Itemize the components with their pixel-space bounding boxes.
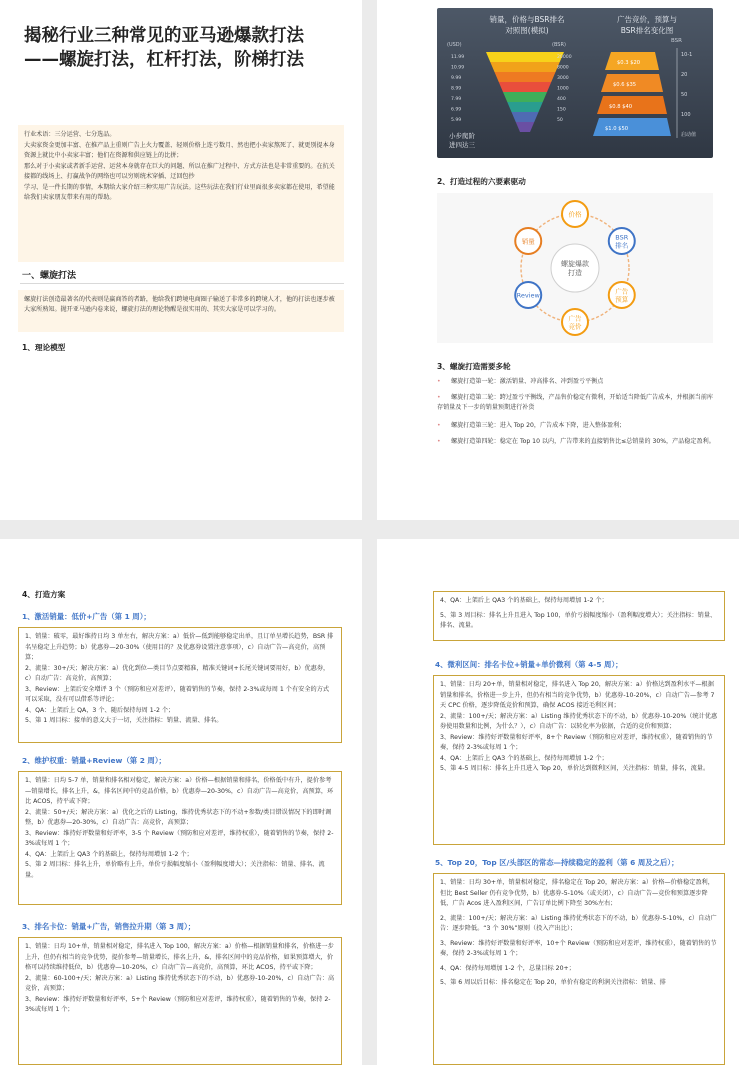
plan-line: 5、第 1 周目标：接单的意义大于一切，关注指标：销量、流量、排名。 — [25, 717, 223, 724]
intro-line: 行业术语：三分运营、七分选品。 — [24, 131, 116, 138]
bsr-right-tick: 10-1 — [681, 52, 693, 58]
cycle-node-label: 排名 — [615, 241, 629, 250]
cycle-diagram-panel — [437, 193, 713, 343]
bullet-icon: • — [437, 378, 441, 385]
cycle-node-label: 价格 — [568, 210, 582, 219]
cycle-node-label: 广告 — [615, 287, 629, 296]
bsr-unit: (BSR) — [552, 42, 566, 48]
plan-box — [433, 591, 725, 641]
block-heading: 1、激活销量：低价+广告（第 1 周）； — [22, 612, 151, 621]
right-chart-title: 广告竞价，预算与 BSR排名变化图 — [617, 15, 677, 35]
bottom-label: 小步爬阶 进四达三 — [449, 132, 475, 149]
plan-line: 1、销量：日均 30+单，销量相对稳定，排名稳定在 Top 20，解决方案：a）价格—价格稳定盈利，但比 Best Seller 仍有竞争优势，b）优惠券-5-10%（或关闭），c）自动广告—竞价和预算逐步降低，广告 Acos 进入盈利区间，广告订单比例下降至 30%左右； — [440, 879, 714, 907]
section-plan: 4、打造方案 — [22, 590, 66, 599]
block-heading: 2、维护权重：销量+Review（第 2 周）； — [22, 756, 166, 765]
cycle-node-label: BSR — [615, 233, 629, 242]
divider — [20, 283, 344, 284]
bsr-tick: 50 — [557, 118, 563, 123]
usd-tick: 6.99 — [451, 107, 462, 113]
bullet-icon: • — [437, 422, 441, 429]
bsr-right-tick: 启动值 — [681, 132, 697, 138]
block-heading: 5、Top 20，Top 区/头部区的常态—持续稳定的盈利（第 6 周及之后）； — [435, 858, 679, 867]
plan-line: 2、流量：60-100+/天；解决方案：a）Listing 维持优秀状态下的不动，b）优惠券-10-20%，c）自动广告：高竞价，高预算； — [25, 974, 335, 992]
plan-box — [18, 627, 342, 743]
plan-line: 3、Review：维持好评数量和好评率，5+个 Review（预防和应对差评，维持权重），随着销售的节奏，保持 2-3%或每周 1 个； — [25, 995, 331, 1013]
plan-box — [18, 771, 342, 905]
plan-line: 4、QA：上架后上 QA，3 个、随后保持每周 1-2 个； — [25, 706, 175, 714]
plan-line: 2、流量：100+/天；解决方案：a）Listing 维持优秀状态下的不动，b）优惠券-5-10%，c）自动广告：逐步降低。“3 个 30%”原则（投入产出比）； — [440, 914, 717, 932]
round-item — [437, 437, 719, 447]
block-heading: 3、排名卡位：销量+广告，销售拉升期（第 3 周）； — [22, 922, 196, 931]
plan-line: 5、第 6 周以后目标：排名稳定在 Top 20，单价有稳定的利润关注指标：销量、排 — [440, 979, 666, 986]
funnel-layer — [512, 112, 539, 122]
bsr-tick: 150 — [557, 107, 566, 113]
sub-theory-model: 1、理论模型 — [22, 343, 66, 352]
plan-line: 1、销量：日均 20+单，销量相对稳定，排名进入 Top 20，解决方案：a）价格达到盈利水平—根据销量和排名，价格进一步上升，但仍有相当的竞争优势，b）优惠券-10-20%，c）自动广告—参考 7 天 CPC 价格，逐步降低竞价和预算，确保 ACOS 接近毛利区间； — [440, 681, 715, 709]
budget-level-label: $1.0 $50 — [605, 126, 629, 132]
bsr-chart-panel — [437, 8, 713, 158]
bsr-tick: 3000 — [557, 76, 569, 81]
page-3 — [0, 539, 362, 1065]
plan-line: 5、第 2 周目标：排名上升，单价略有上升，单价亏损幅度缩小（盈利幅度增大）；关注指标：销量、排名、流量。 — [25, 861, 325, 879]
round-item — [437, 377, 719, 387]
bsr-tick: 8000 — [557, 65, 569, 71]
intro-box — [18, 125, 344, 262]
funnel-layer — [516, 122, 535, 132]
bsr-tick: 400 — [557, 97, 566, 102]
plan-line: 3、Review：上架后安全增评 3 个（预防和应对差评），随着销售的节奏，保持 2-3%或每周 1 个有安全的方式可以采取，没有可以借系等评论； — [25, 685, 330, 703]
usd-tick: 11.99 — [451, 55, 465, 60]
plan-line: 4、QA：上架后上 QA3 个的基础上，保持每周增加 1-2 个； — [440, 754, 608, 762]
cycle-node-label: Review — [516, 291, 540, 300]
usd-tick: 10.99 — [451, 65, 465, 71]
cycle-node-label: 广告 — [568, 314, 582, 323]
intro-line: 那么对于小卖家或者新手运营、运营本身就存在巨大的问题、所以在推广过程中、方式方法也是非常重要的。在抗关接都的线场上、打赢战争的网络也可以穷则统术穿插、迂回包抄 — [24, 163, 335, 180]
cycle-center-label: 打造 — [568, 269, 582, 277]
plan-line: 4、QA：上架后上 QA3 个的基础上，保持每周增加 1-2 个； — [25, 850, 193, 858]
round-item — [437, 421, 719, 431]
plan-line: 3、Review：维持好评数量和好评率，8+个 Review（预防和应对差评，维持权重），随着销售的节奏，保持 2-3%或每周 1 个； — [440, 733, 713, 751]
funnel-layer — [503, 92, 547, 102]
funnel-layer — [486, 52, 564, 62]
plan-line: 1、销量：日均 10+单，销量相对稳定，排名进入 Top 100，解决方案：a）价格—根据销量和排名，价格进一步上升，但仍有相当的竞争优势，提价参考—销量增长，排名上升，&，排名区间中的竞品价格，如果预算增大，价格可以持续维持低位，b）优惠券—10-20%，c）自动广告—高竞价，高预算，环比 ACOS，持平或下降； — [25, 943, 334, 971]
bullet-icon: • — [437, 394, 441, 401]
budget-level-label: $0.3 $20 — [617, 60, 641, 66]
plan-line: 2、流量：50+/天；解决方案：a）优化之后的 Listing，维持优秀状态下的不动+参数/类目错误情况下的即时调整，b）优惠券—20-30%，c）自动广告：高竞价，高预算； — [25, 808, 332, 826]
funnel-layer — [499, 82, 552, 92]
plan-line: 2、流量：30+/天；解决方案：a）优化到位—类目节点要精准，精准关键词+长尾关键词要用好，b）优惠券，c）自动广告：高竞价，高预算； — [25, 664, 330, 682]
plan-line: 5、第 3 周目标：排名上升且进入 Top 100，单价亏损幅度缩小（盈利幅度增大）；关注指标：销量、排名、流量。 — [440, 611, 717, 629]
intro-line: 学习、是一件长期的事情，本期给大家介绍三种实用广告玩法。这些玩法在我们行业里面很多卖家都在使用，希望能给我们卖家朋友带来有用的帮助。 — [24, 184, 335, 201]
cycle-node-label: 销量 — [521, 237, 535, 246]
bsr-tick: 20000 — [557, 55, 572, 60]
left-chart-title: 销量，价格与BSR排名 对照图(模拟) — [489, 15, 565, 35]
round-text: 螺旋打造第四轮：稳定在 Top 10 以内，广告带来的直接销售比≤总销量的 30%，产品稳定盈利。 — [451, 438, 715, 445]
intro-line: 大卖家资金更加丰富、在推产品上重则广告上火力覆盖、轻则价格上连亏数月、然也把小卖家熬死了、就更别提本身资源上就比中小卖家丰富；他们在资源和供应链上的比拼； — [24, 142, 335, 159]
spiral-intro-box: 螺旋打法创造最著名的代表则是赢商答的者路，他给我们跨境电商圈子输送了非常多的跨境人才，他的打法也逐步被大家所熟知。抛开亚马逊内卷来说，螺旋打法的理论物醒是很实用的、其实大家是可以学习的。 — [18, 290, 344, 332]
budget-level-label: $0.8 $40 — [609, 104, 633, 110]
bsr-right-tick: 100 — [681, 112, 691, 118]
round-text: 螺旋打造第一轮：激活销量、冲高排名、冲到盈亏平衡点 — [451, 378, 604, 385]
usd-tick: 5.99 — [451, 118, 462, 123]
plan-box — [433, 873, 725, 1065]
plan-line: 1、销量：日均 5-7 单，销量和排名相对稳定，解决方案：a）价格—根据销量和排名，价格低中有升，提价参考—销量增长，排名上升，&，排名区间中的竞品价格，b）优惠券—20-30%，c）自动广告—高竞价，高预算，环比 ACOS，持平或下降； — [25, 777, 334, 805]
plan-line: 3、Review：维持好评数量和好评率，3-5 个 Review（预防和应对差评，维持权重），随着销售的节奏，保持 2-3%或每周 1 个； — [25, 829, 334, 847]
page-1 — [0, 0, 362, 520]
round-text: 螺旋打造第二轮：跨过盈亏平衡线，产品售价稳定有微利，开始适当降低广告成本，并根据当前库存销量及下一步的销量预期进行补货 — [437, 394, 714, 411]
bsr-right-tick: 50 — [681, 92, 688, 98]
section-six-elements: 2、打造过程的六要素驱动 — [437, 177, 526, 186]
plan-box — [18, 937, 342, 1065]
plan-line: 1、销量：破零，最好维持日均 3 单左右，解决方案：a）低价—低到能够稳定出单，且订单呈增长趋势，BSR 排名呈稳定上升趋势；b）优惠券—20-30%（使用目的？及优惠券设置注意事项），c）自动广告—高竞价，高预算； — [25, 633, 334, 661]
bsr-axis-label: BSR — [671, 38, 682, 44]
cycle-center-label: 螺旋爆款 — [561, 260, 589, 268]
usd-unit: (USD) — [447, 42, 462, 48]
funnel-diagram — [437, 8, 713, 158]
plan-line: 3、Review：维持好评数量和好评率，10+个 Review（预防和应对差评，维持权重），随着销售的节奏，保持 2-3%或每周 1 个； — [440, 939, 717, 957]
bullet-icon: • — [437, 438, 441, 445]
bsr-right-tick: 20 — [681, 72, 688, 78]
round-item — [437, 393, 719, 413]
document-title: 揭秘行业三种常见的亚马逊爆款打法——螺旋打法，杠杆打法，阶梯打法 — [24, 26, 304, 70]
usd-tick: 7.99 — [451, 97, 462, 102]
section-spiral: 一、螺旋打法 — [22, 271, 77, 281]
plan-line: 2、流量：100+/天；解决方案：a）Listing 维持优秀状态下的不动，b）优惠券-10-20%（统计优惠券使用数量和比例，为什么？），c）自动广告：以转化率为依据，合适的竞价和预算； — [440, 712, 718, 730]
page-4 — [377, 539, 739, 1065]
plan-line: 5、第 4-5 周目标：排名上升且进入 Top 20，单价达到微利区间，关注指标：销量，排名，流量。 — [440, 765, 710, 772]
cycle-node-label: 预算 — [615, 295, 629, 304]
block-heading: 4、微利区间：排名卡位+销量+单价微利（第 4-5 周）； — [435, 660, 623, 669]
plan-box — [433, 675, 725, 845]
round-text: 螺旋打造第三轮：进入 Top 20，广告成本下降，进入整体盈利； — [451, 422, 626, 429]
usd-tick: 8.99 — [451, 86, 462, 92]
plan-line: 4、QA：上架后上 QA3 个的基础上，保持每周增加 1-2 个； — [440, 597, 608, 604]
page-2 — [377, 0, 739, 520]
cycle-center-circle — [551, 244, 599, 292]
cycle-node-label: 竞价 — [568, 322, 582, 331]
budget-level-label: $0.6 $35 — [613, 82, 637, 88]
funnel-layer — [495, 72, 556, 82]
cycle-diagram — [437, 193, 713, 343]
plan-line: 4、QA：保持每周增加 1-2 个，总量目标 20+； — [440, 964, 575, 972]
usd-tick: 9.99 — [451, 76, 462, 81]
funnel-layer — [507, 102, 543, 112]
bsr-tick: 1000 — [557, 86, 569, 92]
section-multi-rounds: 3、螺旋打造需要多轮 — [437, 362, 511, 371]
funnel-layer — [490, 62, 560, 72]
